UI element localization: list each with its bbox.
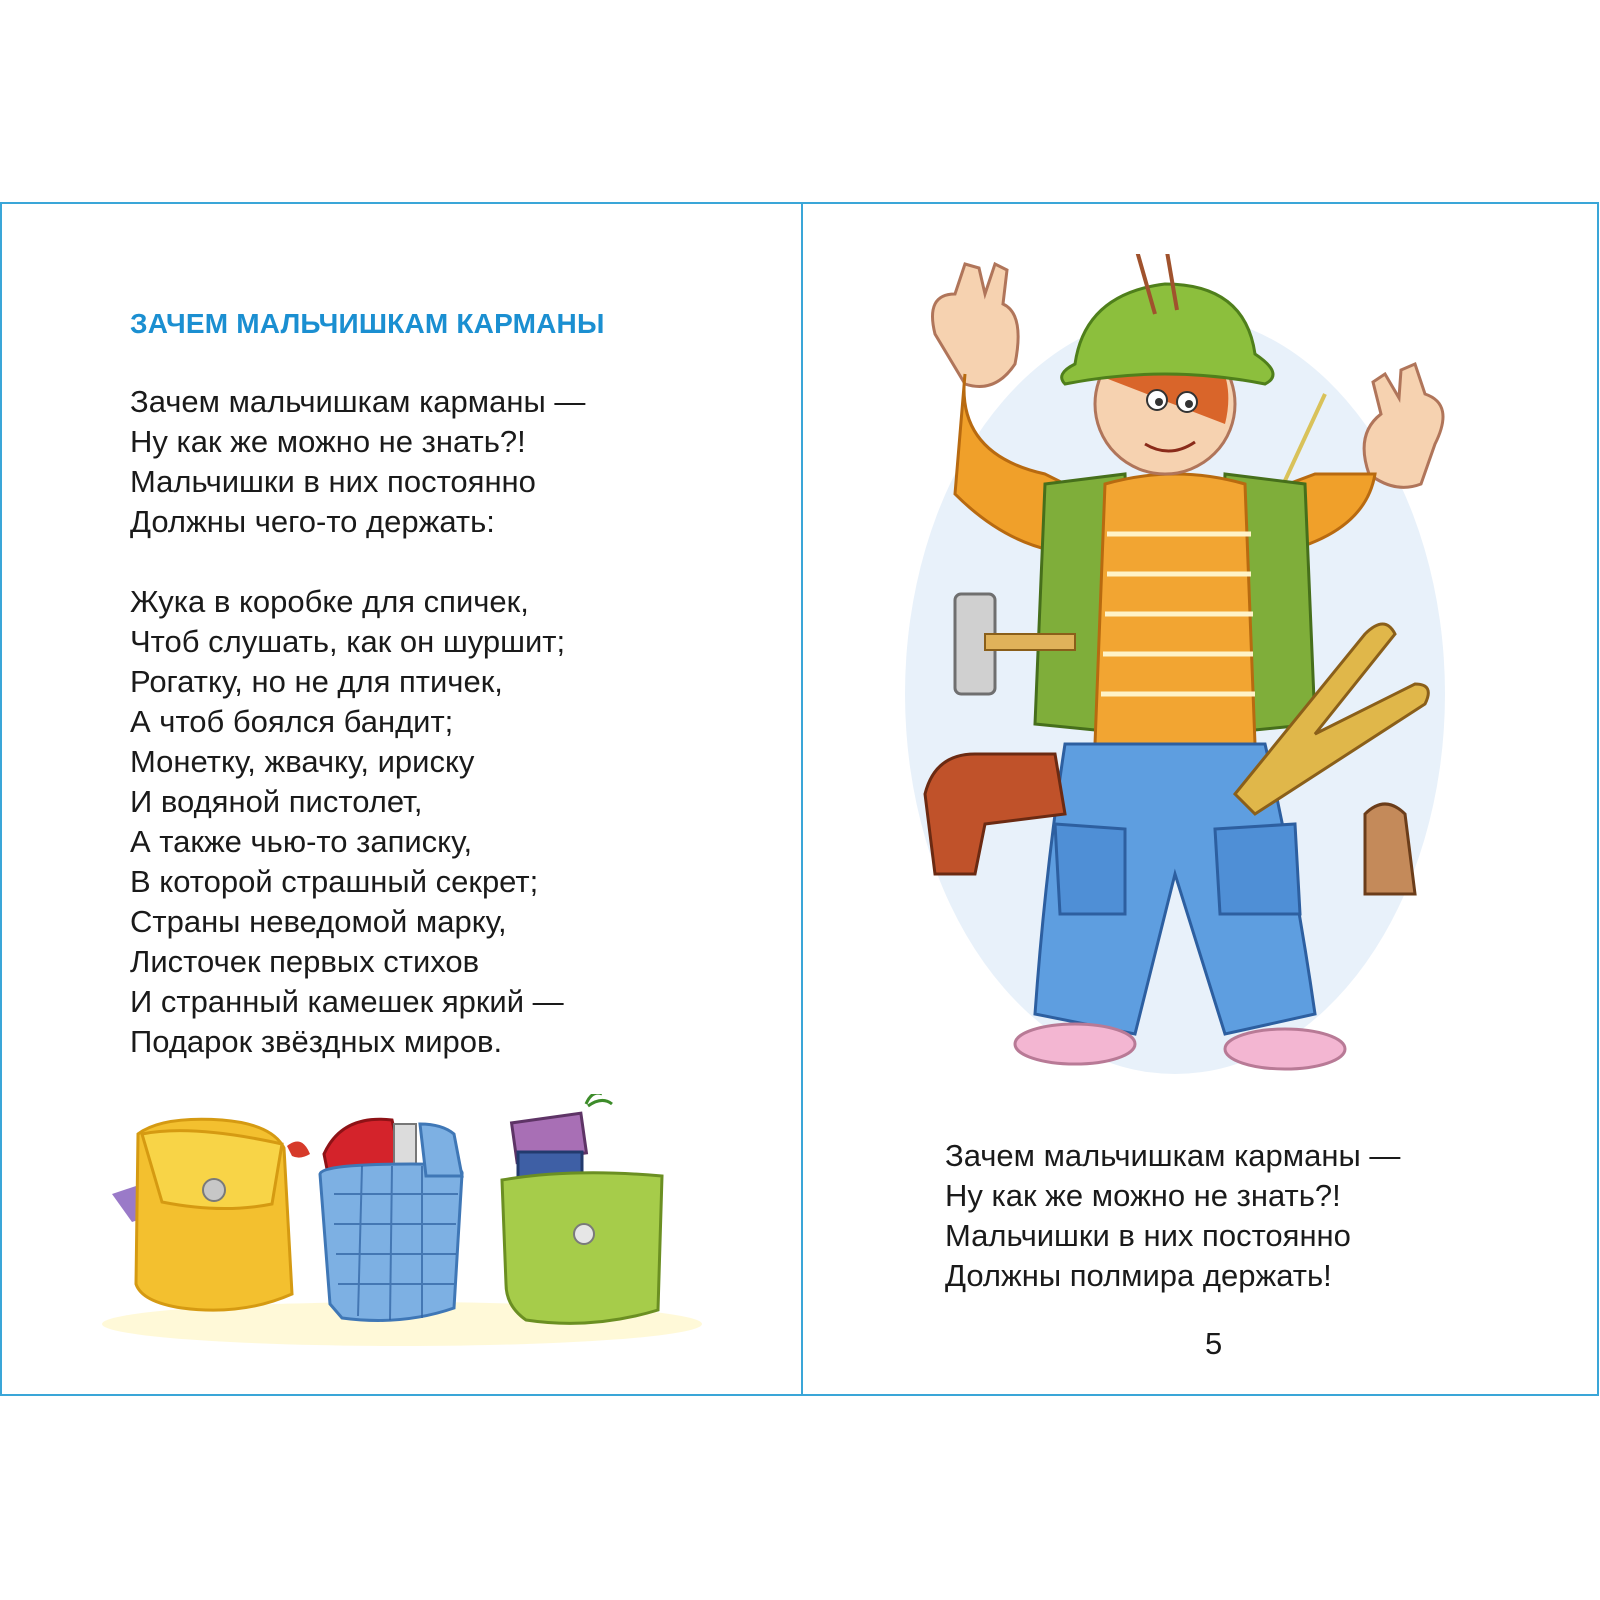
stanza-1 xyxy=(130,382,585,542)
pockets-illustration xyxy=(102,1094,702,1354)
poem-line: И странный камешек яркий — xyxy=(130,984,564,1019)
stanza-2 xyxy=(130,582,565,1062)
left-hand-icon xyxy=(933,264,1019,387)
poem-line: Листочек первых стихов xyxy=(130,944,480,979)
poem-line: И водяной пистолет, xyxy=(130,784,423,819)
closing-stanza xyxy=(945,1136,1400,1296)
left-page xyxy=(0,202,803,1396)
hat-icon xyxy=(1062,254,1273,384)
poem-line: Зачем мальчишкам карманы — xyxy=(130,384,586,419)
poem-line: Должны полмира держать! xyxy=(945,1258,1332,1293)
poem-line: Должны чего-то держать: xyxy=(130,504,495,539)
poem-line: Мальчишки в них постоянно xyxy=(130,464,536,499)
book-spread xyxy=(0,202,1600,1396)
poem-line: Жука в коробке для спичек, xyxy=(130,584,529,619)
boy-illustration xyxy=(895,254,1455,1094)
poem-line: В которой страшный секрет; xyxy=(130,864,539,899)
page-number: 5 xyxy=(1205,1326,1223,1361)
poem-line: А чтоб боялся бандит; xyxy=(130,704,454,739)
poem-line: Зачем мальчишкам карманы — xyxy=(945,1138,1401,1173)
poem-line: Ну как же можно не знать?! xyxy=(130,424,526,459)
right-hand-icon xyxy=(1364,364,1443,487)
poem-line: А также чью-то записку, xyxy=(130,824,473,859)
poem-line: Рогатку, но не для птичек, xyxy=(130,664,503,699)
poem-line: Мальчишки в них постоянно xyxy=(945,1218,1351,1253)
yellow-pocket-icon xyxy=(112,1119,310,1310)
poem-title: ЗАЧЕМ МАЛЬЧИШКАМ КАРМАНЫ xyxy=(130,308,605,339)
right-page xyxy=(801,202,1599,1396)
poem-line: Ну как же можно не знать?! xyxy=(945,1178,1341,1213)
poem-line: Чтоб слушать, как он шуршит; xyxy=(130,624,566,659)
poem-line: Подарок звёздных миров. xyxy=(130,1024,503,1059)
poem-line: Монетку, жвачку, ириску xyxy=(130,744,475,779)
poem-line: Страны неведомой марку, xyxy=(130,904,507,939)
green-pocket-icon xyxy=(502,1094,662,1323)
